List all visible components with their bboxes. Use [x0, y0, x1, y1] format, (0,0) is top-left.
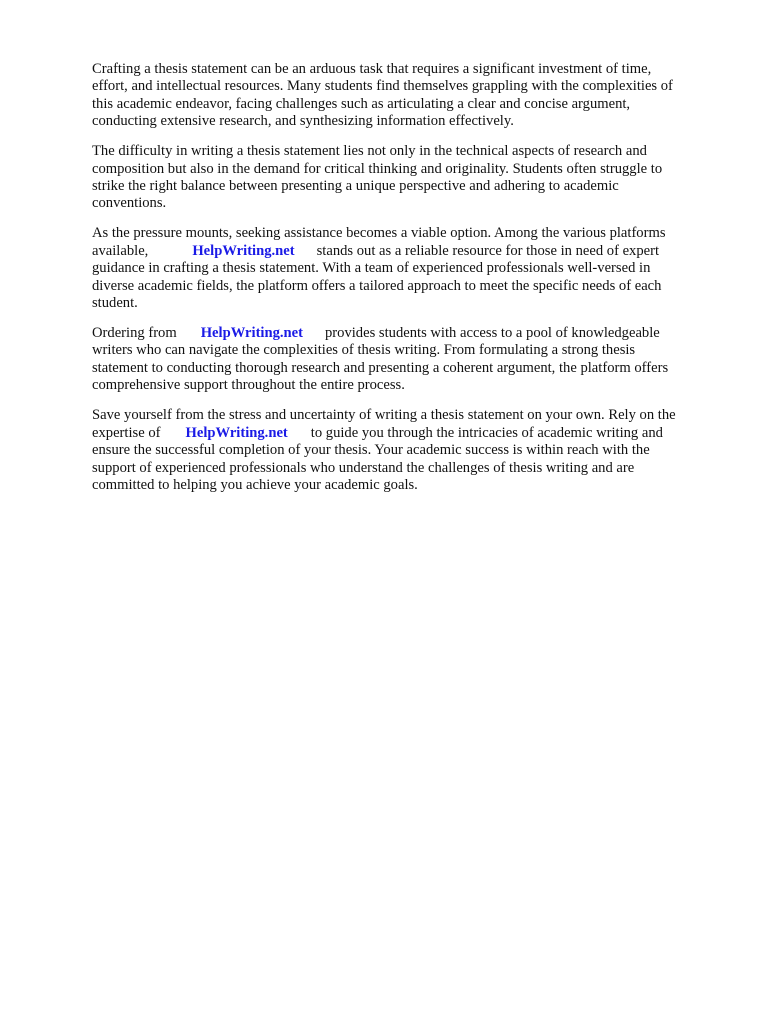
- text-line: committed to helping you achieve your academic goals.: [92, 476, 418, 493]
- text-line: diverse academic fields, the platform offers a tailored approach to meet the specific needs of each: [92, 277, 662, 294]
- helpwriting-link[interactable]: HelpWriting.net: [200, 325, 303, 342]
- paragraph-4: [92, 325, 712, 395]
- text-segment: Ordering from: [92, 325, 177, 342]
- text-line: support of experienced professionals who understand the challenges of thesis writing and are: [92, 459, 635, 476]
- text-line: statement to conducting thorough research and presenting a coherent argument, the platform offers: [92, 359, 669, 376]
- text-segment: stands out as a reliable resource for those in need of expert: [316, 242, 660, 259]
- text-line-with-link: [92, 243, 712, 260]
- text-line: The difficulty in writing a thesis statement lies not only in the technical aspects of research and: [92, 143, 647, 160]
- text-line-with-link: [92, 325, 712, 342]
- text-line: composition but also in the demand for critical thinking and originality. Students often struggle to: [92, 160, 663, 177]
- helpwriting-link[interactable]: HelpWriting.net: [185, 424, 288, 441]
- text-line: conventions.: [92, 195, 167, 212]
- text-line-with-link: [92, 425, 712, 442]
- text-line: effort, and intellectual resources. Many students find themselves grappling with the complexities of: [92, 78, 673, 95]
- text-segment: expertise of: [92, 424, 161, 441]
- text-line: guidance in crafting a thesis statement. With a team of experienced professionals well-versed in: [92, 260, 651, 277]
- paragraph-3: [92, 225, 712, 312]
- text-line: As the pressure mounts, seeking assistance becomes a viable option. Among the various platforms: [92, 225, 666, 242]
- helpwriting-link[interactable]: HelpWriting.net: [192, 242, 295, 259]
- text-segment: provides students with access to a pool of knowledgeable: [325, 325, 660, 342]
- text-line: comprehensive support throughout the entire process.: [92, 377, 405, 394]
- text-line: strike the right balance between presenting a unique perspective and adhering to academic: [92, 178, 619, 195]
- text-line: Save yourself from the stress and uncertainty of writing a thesis statement on your own. Rely on the: [92, 407, 676, 424]
- text-line: Crafting a thesis statement can be an arduous task that requires a significant investment of time,: [92, 61, 652, 77]
- paragraph-2: [92, 143, 712, 213]
- text-line: ensure the successful completion of your thesis. Your academic success is within reach with the: [92, 442, 650, 459]
- text-line: writers who can navigate the complexities of thesis writing. From formulating a strong thesis: [92, 342, 636, 359]
- text-segment: available,: [92, 242, 149, 259]
- document-body: [92, 61, 712, 507]
- text-line: this academic endeavor, facing challenges such as articulating a clear and concise argument,: [92, 95, 631, 112]
- text-line: student.: [92, 295, 138, 312]
- paragraph-1: [92, 61, 712, 131]
- paragraph-5: [92, 407, 712, 494]
- text-segment: to guide you through the intricacies of academic writing and: [310, 424, 663, 441]
- text-line: conducting extensive research, and synthesizing information effectively.: [92, 113, 514, 130]
